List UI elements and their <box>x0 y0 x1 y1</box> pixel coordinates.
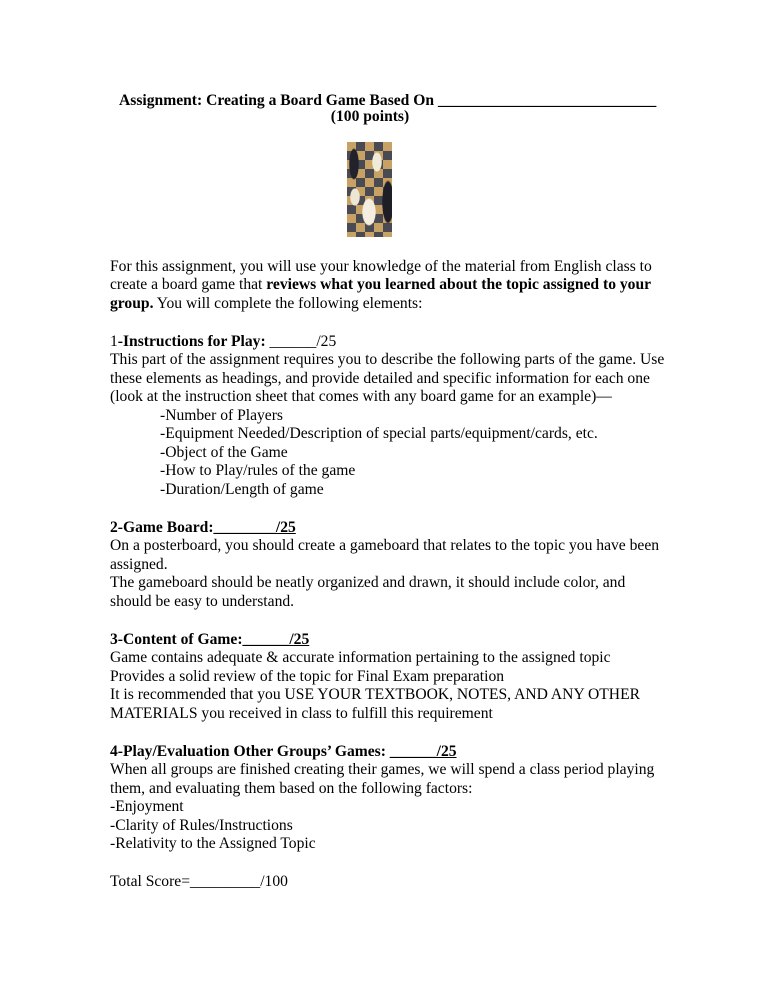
list-item: -Object of the Game <box>160 443 288 461</box>
score-blank: ______/25 <box>242 631 310 648</box>
section-line: -Relativity to the Assigned Topic <box>110 835 316 853</box>
section-line: -Enjoyment <box>110 798 184 816</box>
assignment-title: Assignment: Creating a Board Game Based On ____________________________ <box>119 92 657 109</box>
section-line: On a posterboard, you should create a gameboard that relates to the topic you have been <box>110 537 660 555</box>
section-heading: 2-Game Board:________/25 <box>110 519 296 536</box>
section-line: MATERIALS you received in class to fulfill this requirement <box>110 704 493 722</box>
intro-line: For this assignment, you will use your knowledge of the material from English class to <box>110 258 652 275</box>
section-instructions <box>110 333 670 407</box>
section-line: The gameboard should be neatly organized and drawn, it should include color, and <box>110 574 626 592</box>
section-line: This part of the assignment requires you to describe the following parts of the game. Use <box>110 351 665 369</box>
section-content <box>110 631 670 723</box>
section-heading: 3-Content of Game:______/25 <box>110 631 310 648</box>
section-evaluation <box>110 743 670 853</box>
intro-text: You will complete the following elements: <box>153 294 423 312</box>
total-score: Total Score=_________/100 <box>110 873 288 890</box>
section-game-board <box>110 519 670 611</box>
section-line: -Clarity of Rules/Instructions <box>110 816 293 834</box>
section-line: assigned. <box>110 555 168 573</box>
list-item: -Duration/Length of game <box>160 480 324 498</box>
section-line: Game contains adequate & accurate information pertaining to the assigned topic <box>110 649 611 667</box>
list-item: -How to Play/rules of the game <box>160 462 356 480</box>
section-heading: 1-Instructions for Play: ______/25 <box>110 333 337 350</box>
instructions-list <box>160 407 720 499</box>
section-line: When all groups are finished creating their games, we will spend a class period playing <box>110 761 655 779</box>
score-blank: ______/25 <box>389 743 457 760</box>
intro-emphasis: group. <box>110 294 154 312</box>
section-heading: 4-Play/Evaluation Other Groups’ Games: ______/25 <box>110 743 457 760</box>
section-line: should be easy to understand. <box>110 592 295 610</box>
score-blank: ________/25 <box>213 519 296 536</box>
section-line: these elements as headings, and provide detailed and specific information for each one <box>110 369 650 387</box>
list-item: -Number of Players <box>160 407 283 424</box>
section-line: It is recommended that you USE YOUR TEXTBOOK, NOTES, AND ANY OTHER <box>110 686 640 704</box>
list-item: -Equipment Needed/Description of special parts/equipment/cards, etc. <box>160 425 598 443</box>
section-line: Provides a solid review of the topic for Final Exam preparation <box>110 667 505 685</box>
section-line: (look at the instruction sheet that comes with any board game for an example)— <box>110 388 612 406</box>
score-blank: ______/25 <box>265 333 337 350</box>
chess-image <box>347 142 392 237</box>
intro-paragraph <box>110 258 670 313</box>
intro-emphasis: reviews what you learned about the topic assigned to your <box>266 276 652 294</box>
intro-text: create a board game that <box>110 276 267 294</box>
section-line: them, and evaluating them based on the following factors: <box>110 779 473 797</box>
total-points: (100 points) <box>330 108 410 125</box>
